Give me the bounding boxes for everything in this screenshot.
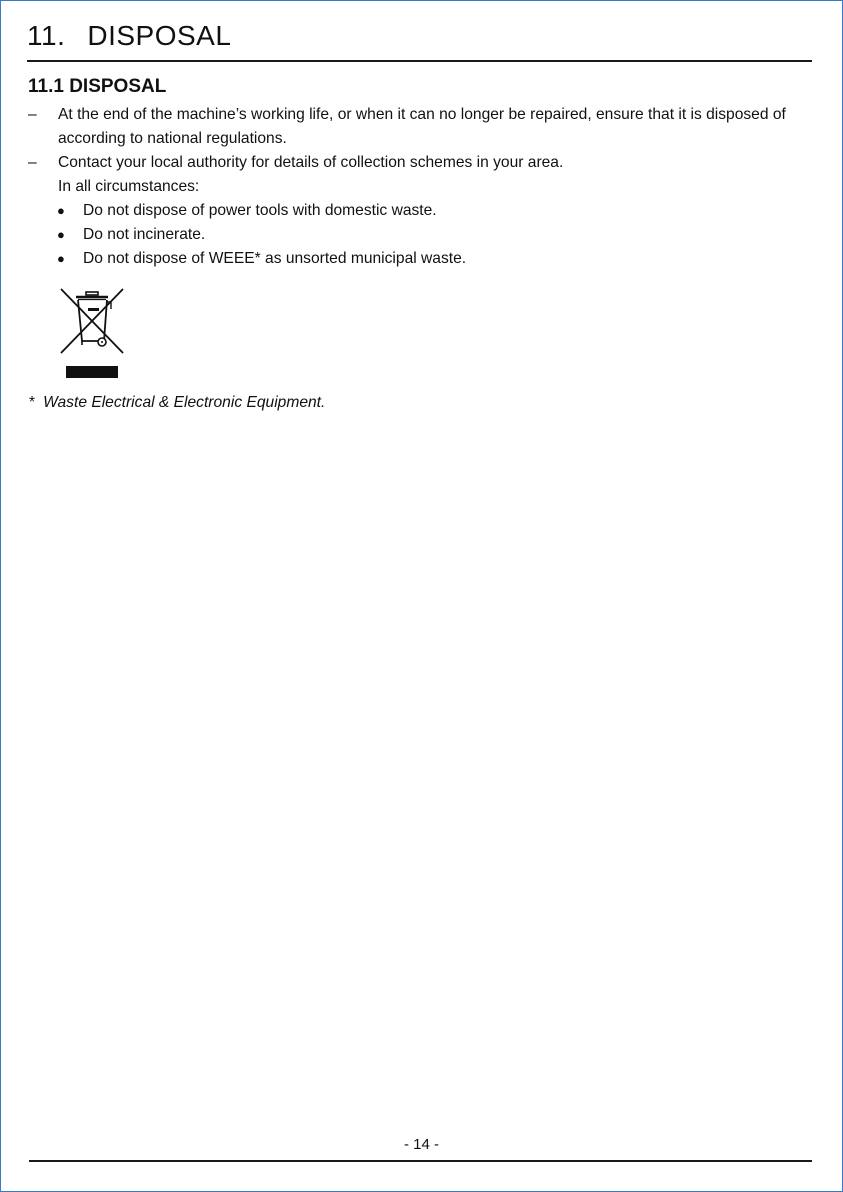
instruction-item [28,103,808,151]
chapter-title-text: DISPOSAL [87,20,232,51]
bullet-icon: ● [57,251,65,266]
chapter-title [27,22,231,50]
dash-marker: – [28,106,37,123]
instruction-text: Contact your local authority for details of collection schemes in your area. [58,154,564,171]
chapter-number: 11. [27,20,66,51]
bullet-icon: ● [57,227,65,242]
bullet-icon: ● [57,203,65,218]
footnote-text: Waste Electrical & Electronic Equipment. [43,394,326,411]
list-item-text: Do not dispose of power tools with domestic waste. [83,202,437,219]
footnote-marker: * [29,394,36,411]
list-item [28,247,808,271]
footnote [29,393,325,413]
disposal-content [28,103,808,271]
crossed-out-wheelie-bin-icon [57,285,127,380]
instruction-text: At the end of the machine’s working life, or when it can no longer be repaired, ensure that it is disposed of according to national regulations. [58,106,786,147]
list-item-text: Do not incinerate. [83,226,206,243]
list-item [28,223,808,247]
list-item-text: Do not dispose of WEEE* as unsorted municipal waste. [83,250,467,267]
top-divider [27,60,812,62]
page-number: - 14 - [403,1136,439,1153]
dash-marker: – [28,154,37,171]
circumstances-intro: In all circumstances: [58,178,200,195]
list-item [28,199,808,223]
instruction-item [28,151,808,175]
section-title: 11.1 DISPOSAL [28,76,167,97]
bottom-divider [29,1160,812,1162]
